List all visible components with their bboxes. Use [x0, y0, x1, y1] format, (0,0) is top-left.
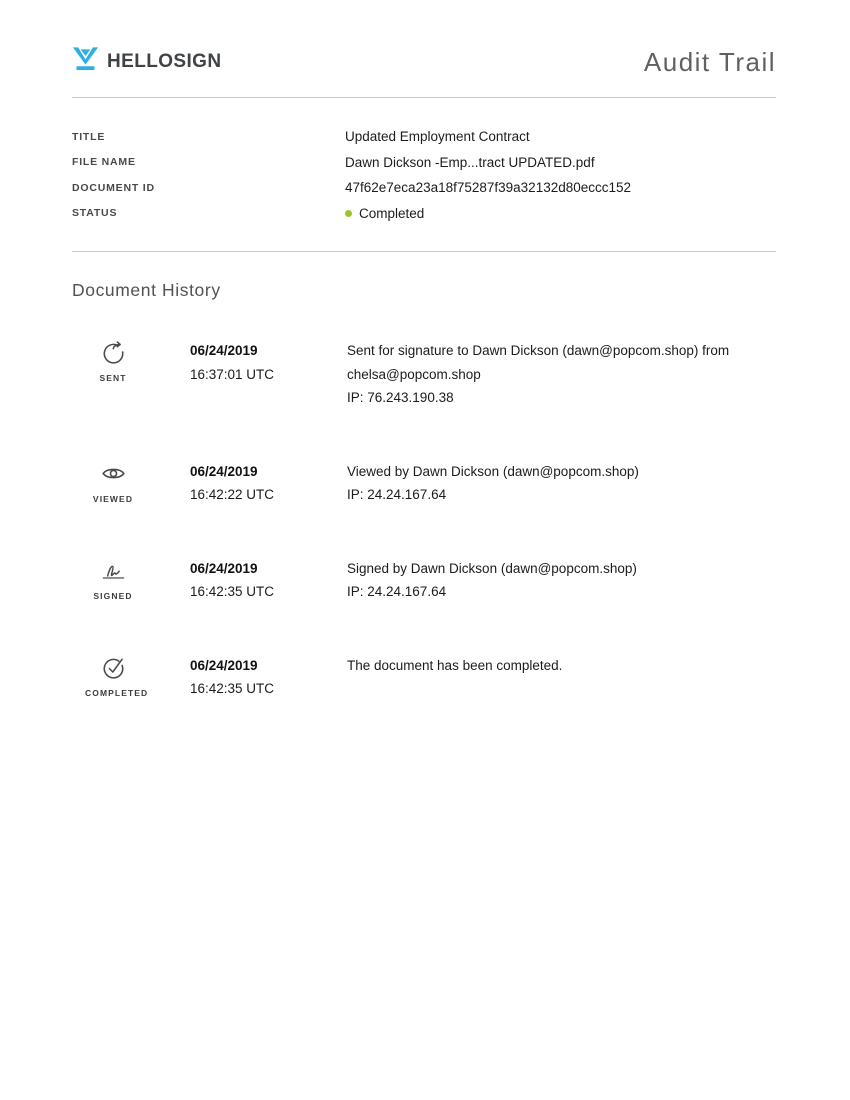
- history-event-signed: [72, 557, 776, 604]
- status-badge: Completed: [359, 205, 425, 221]
- event-date: 06/24/2019: [190, 560, 258, 576]
- event-label: COMPLETED: [85, 687, 149, 698]
- event-label: SIGNED: [93, 590, 133, 601]
- hellosign-logo-icon: [72, 46, 99, 78]
- page-title: Audit Trail: [643, 46, 776, 77]
- meta-row-status: [72, 201, 776, 227]
- meta-row-filename: [72, 150, 776, 176]
- sent-icon: [85, 339, 141, 366]
- event-icon-column: [85, 654, 149, 701]
- event-icon-column: [85, 557, 141, 604]
- event-description-line: The document has been completed.: [347, 657, 563, 673]
- event-label: SENT: [99, 373, 127, 383]
- history-event-viewed: [72, 460, 776, 507]
- check-circle-icon: [85, 654, 141, 681]
- event-datetime: [190, 339, 347, 410]
- document-id-value: 47f62e7eca23a18f75287f39a32132d80eccc152: [345, 180, 632, 196]
- meta-label: TITLE: [72, 130, 106, 143]
- event-date: 06/24/2019: [190, 657, 258, 673]
- status-dot-icon: [345, 210, 352, 217]
- status-value: [345, 206, 424, 221]
- meta-row-title: [72, 124, 776, 150]
- history-event-sent: [72, 339, 776, 410]
- document-metadata: [72, 124, 776, 226]
- event-ip-line: IP: 24.24.167.64: [347, 584, 447, 599]
- history-event-list: [72, 339, 776, 701]
- event-description-line: Signed by Dawn Dickson (dawn@popcom.shop): [347, 560, 637, 576]
- event-time: 16:37:01 UTC: [190, 366, 275, 382]
- header-divider: [72, 97, 776, 98]
- meta-label: STATUS: [72, 207, 118, 220]
- meta-row-document-id: [72, 175, 776, 201]
- event-description: [347, 557, 776, 604]
- event-description-line: Sent for signature to Dawn Dickson (dawn@popcom.shop) from: [347, 343, 730, 358]
- event-icon-column: [85, 339, 141, 410]
- eye-icon: [85, 460, 141, 487]
- event-description: [347, 460, 776, 507]
- event-date: 06/24/2019: [190, 463, 258, 479]
- header: [72, 0, 776, 77]
- event-description: [347, 339, 776, 410]
- meta-label: FILE NAME: [72, 156, 136, 169]
- hellosign-logo: [72, 46, 221, 78]
- document-title-value: Updated Employment Contract: [345, 129, 530, 145]
- event-time: 16:42:35 UTC: [190, 681, 275, 696]
- file-name-value: Dawn Dickson -Emp...tract UPDATED.pdf: [345, 154, 595, 170]
- metadata-divider: [72, 251, 776, 252]
- event-datetime: [190, 654, 347, 701]
- event-ip-line: IP: 76.243.190.38: [347, 390, 454, 405]
- event-datetime: [190, 557, 347, 604]
- event-ip-line: IP: 24.24.167.64: [347, 487, 447, 502]
- history-event-completed: [72, 654, 776, 701]
- event-datetime: [190, 460, 347, 507]
- event-time: 16:42:35 UTC: [190, 584, 275, 599]
- meta-label: DOCUMENT ID: [72, 181, 155, 194]
- event-label: VIEWED: [92, 493, 134, 504]
- event-date: 06/24/2019: [190, 343, 258, 358]
- event-description-line: Viewed by Dawn Dickson (dawn@popcom.shop): [347, 463, 639, 479]
- document-history-heading: Document History: [72, 280, 221, 300]
- event-icon-column: [85, 460, 141, 507]
- brand-name: HELLOSIGN: [107, 51, 222, 72]
- event-description-line: chelsa@popcom.shop: [347, 366, 481, 382]
- signature-icon: [85, 557, 141, 584]
- event-description: [347, 654, 776, 701]
- event-time: 16:42:22 UTC: [190, 487, 275, 502]
